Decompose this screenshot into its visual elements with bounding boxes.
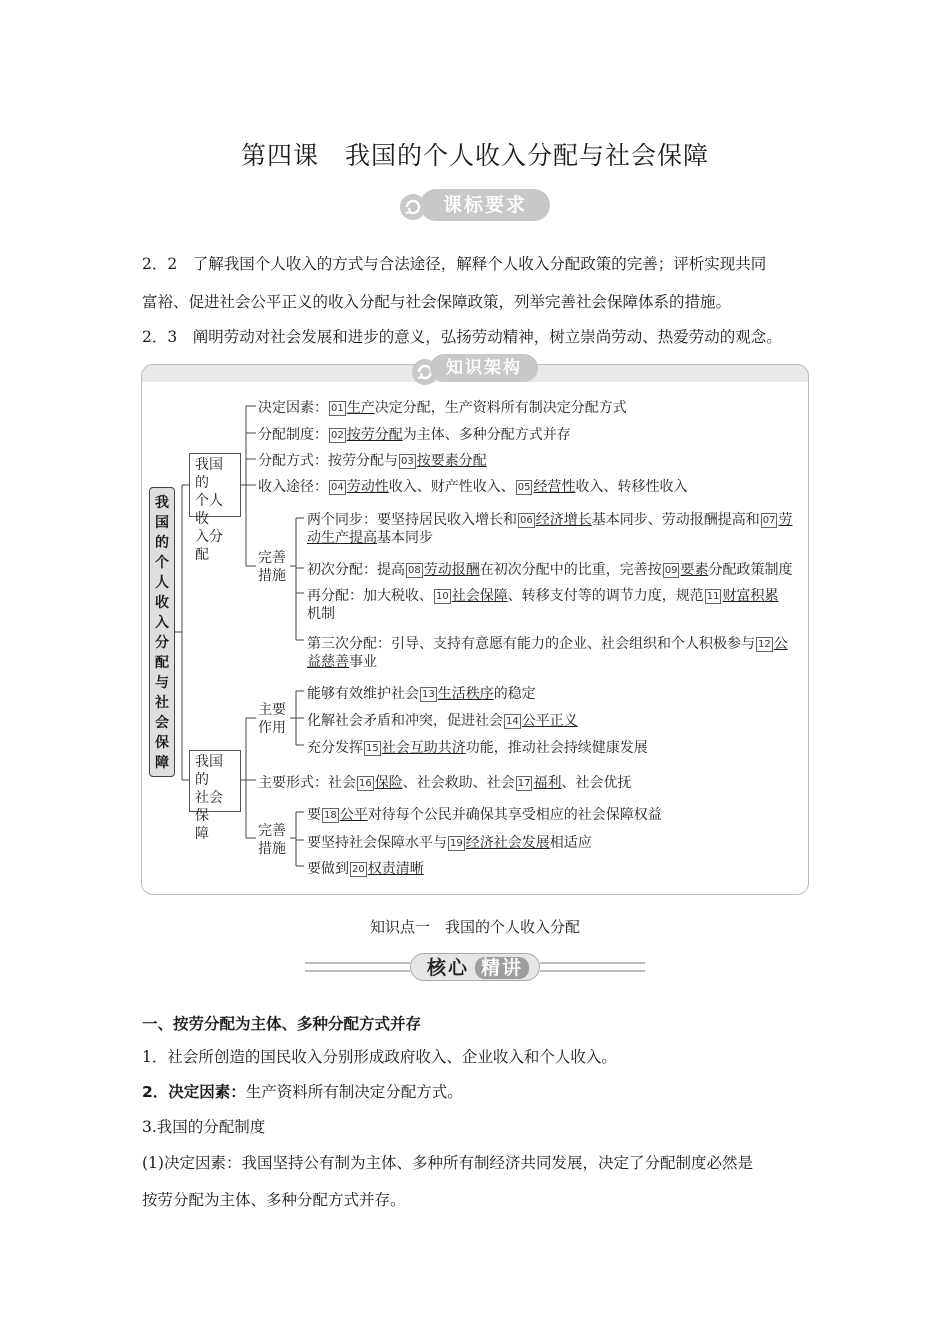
divider	[305, 970, 410, 972]
curriculum-badge: 课标要求	[420, 189, 550, 221]
core-badge: 核心 精讲	[410, 953, 540, 981]
tree-line: 充分发挥 15 社会互助共济功能，推动社会持续健康发展	[307, 740, 648, 756]
perfect-measures-label: 完善 措施	[258, 550, 286, 584]
tree-line: 决定因素： 01 生产决定分配，生产资料所有制决定分配方式	[258, 400, 627, 416]
requirement-line: 2．2 了解我国个人收入的方式与合法途径，解释个人收入分配政策的完善；评析实现共同	[142, 255, 767, 273]
paragraph: 2．决定因素：生产资料所有制决定分配方式。	[142, 1083, 463, 1101]
divider	[305, 962, 410, 964]
tree-line: 益慈善事业	[307, 654, 377, 670]
paragraph: 按劳分配为主体、多种分配方式并存。	[142, 1191, 406, 1209]
tree-line: 两个同步：要坚持居民收入增长和 06 经济增长基本同步、劳动报酬提高和 07 劳	[307, 512, 793, 528]
tree-line: 主要形式：社会 16 保险、社会救助、社会 17 福利、社会优抚	[258, 775, 632, 791]
knowledge-point-title: 知识点一 我国的个人收入分配	[369, 918, 580, 936]
tree-root: 我国的个人收入分配与社会保障	[149, 487, 175, 777]
divider	[540, 970, 645, 972]
tree-line: 分配制度： 02 按劳分配为主体、多种分配方式并存	[258, 427, 571, 443]
tree-line: 动生产提高基本同步	[307, 530, 433, 546]
tree-line: 要 18 公平对待每个公民并确保其享受相应的社会保障权益	[307, 807, 662, 823]
tree-line: 初次分配：提高 08 劳动报酬在初次分配中的比重，完善按 09 要素分配政策制度	[307, 562, 793, 578]
tree-line: 能够有效维护社会 13 生活秩序的稳定	[307, 686, 536, 702]
framework-badge: 知识架构	[430, 354, 538, 382]
tree-line: 分配方式：按劳分配与 03 按要素分配	[258, 453, 487, 469]
requirement-line: 2．3 阐明劳动对社会发展和进步的意义，弘扬劳动精神，树立崇尚劳动、热爱劳动的观念。	[142, 328, 782, 346]
tree-line: 化解社会矛盾和冲突，促进社会 14 公平正义	[307, 713, 578, 729]
tree-line: 收入途径： 04 劳动性收入、财产性收入、 05 经营性收入、转移性收入	[258, 479, 688, 495]
tree-line: 再分配：加大税收、 10 社会保障、转移支付等的调节力度，规范 11 财富积累	[307, 588, 779, 604]
tree-line: 第三次分配：引导、支持有意愿有能力的企业、社会组织和个人积极参与 12 公	[307, 636, 788, 652]
main-role-label: 主要 作用	[258, 702, 286, 736]
tree-line: 要做到 20 权责清晰	[307, 861, 424, 877]
tree-line: 要坚持社会保障水平与 19 经济社会发展相适应	[307, 835, 592, 851]
social-security-box: 我国的 社会保 障	[189, 750, 241, 812]
section-heading: 一、按劳分配为主体、多种分配方式并存	[142, 1015, 422, 1033]
subheading: 3.我国的分配制度	[142, 1118, 266, 1136]
page-title: 第四课 我国的个人收入分配与社会保障	[240, 141, 709, 170]
income-distribution-box: 我国的 个人收 入分配	[189, 453, 241, 517]
requirement-line: 富裕、促进社会公平正义的收入分配与社会保障政策，列举完善社会保障体系的措施。	[142, 293, 732, 311]
paragraph: 1．社会所创造的国民收入分别形成政府收入、企业收入和个人收入。	[142, 1048, 617, 1066]
tree-line: 机制	[307, 606, 335, 622]
paragraph: (1)决定因素：我国坚持公有制为主体、多种所有制经济共同发展，决定了分配制度必然是	[142, 1154, 753, 1172]
perfect-measures-label: 完善 措施	[258, 823, 286, 857]
divider	[540, 962, 645, 964]
